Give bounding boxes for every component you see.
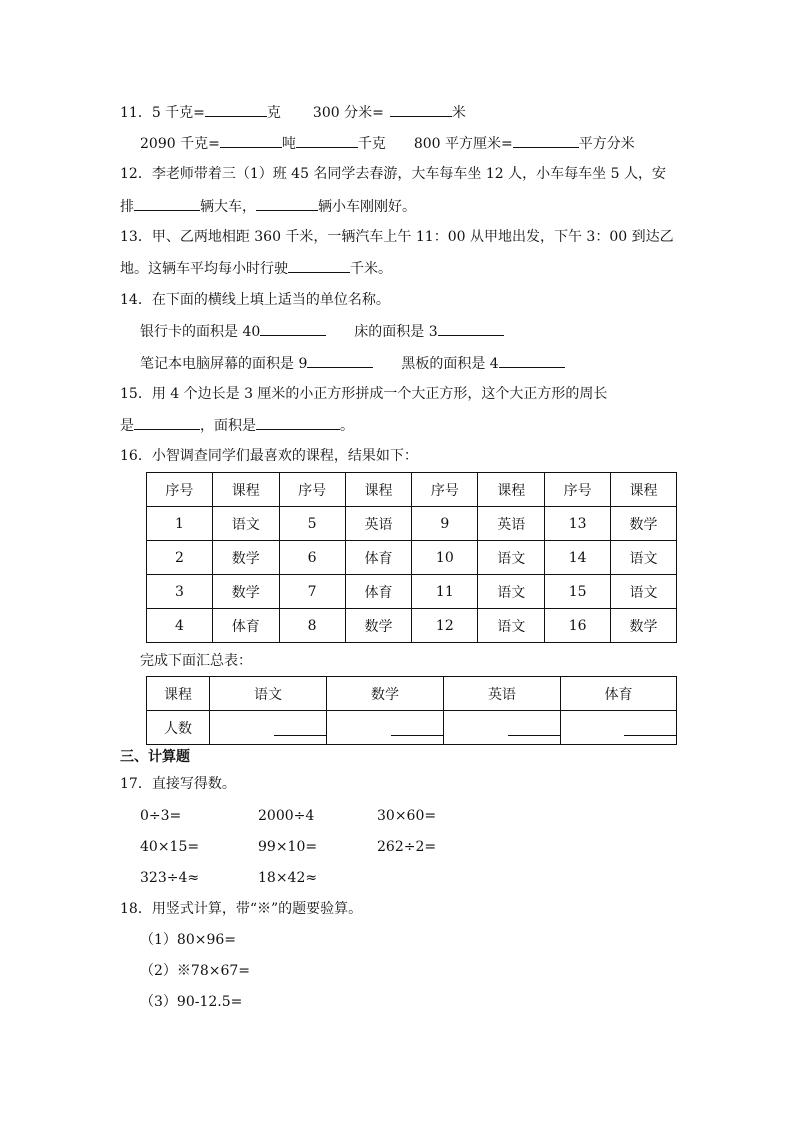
q11-line-1 [120, 102, 466, 123]
table-cell: 4 [147, 609, 213, 643]
table-cell: 语文 [478, 609, 545, 643]
q12-text: 辆大车， [200, 199, 256, 215]
survey-table [146, 472, 677, 643]
calc-item: 262÷2= [377, 839, 437, 855]
table-cell: 序号 [412, 473, 478, 507]
survey-header-row [147, 473, 677, 507]
table-cell: 14 [545, 541, 611, 575]
vertical-calc-item: （1）80×96= [140, 932, 236, 948]
calc-item: 30×60= [377, 808, 437, 824]
q13-line-1: 13．甲、乙两地相距 360 千米，一辆汽车上午 11：00 从甲地出发，下午 3：00 到达乙 [120, 229, 674, 245]
q11-unit: 吨 [281, 136, 296, 152]
table-cell: 体育 [345, 541, 412, 575]
table-cell: 语文 [611, 541, 677, 575]
answer-blank[interactable] [499, 353, 565, 368]
q12-text: 辆小车刚刚好。 [318, 199, 416, 215]
table-cell: 8 [279, 609, 345, 643]
table-cell: 数学 [611, 507, 677, 541]
vertical-calc-item: （3）90-12.5= [140, 994, 243, 1010]
table-cell: 课程 [212, 473, 279, 507]
answer-blank[interactable] [390, 102, 452, 117]
q12-line-2 [120, 196, 416, 217]
calc-item: 18×42≈ [258, 870, 318, 886]
q14-line-2 [140, 353, 565, 374]
q12-text: 排 [120, 199, 134, 215]
table-cell: 序号 [279, 473, 345, 507]
q17-title: 17．直接写得数。 [120, 776, 236, 792]
table-cell: 10 [412, 541, 478, 575]
summary-title: 完成下面汇总表： [140, 653, 252, 669]
q11-text: 300 分米= [312, 105, 384, 121]
calc-item: 99×10= [258, 839, 318, 855]
table-cell: 序号 [147, 473, 213, 507]
q11-unit: 克 [266, 105, 281, 121]
q12-line-1: 12．李老师带着三（1）班 45 名同学去春游，大车每车坐 12 人，小车每车坐 5 人，安 [120, 166, 666, 182]
q13-text: 地。这辆车平均每小时行驶 [120, 261, 288, 277]
q11-text: 11．5 千克= [120, 105, 205, 121]
answer-blank[interactable] [274, 719, 326, 736]
answer-blank[interactable] [307, 353, 373, 368]
table-cell: 15 [545, 575, 611, 609]
summary-row-label: 人数 [147, 711, 210, 745]
q13-text: 千米。 [350, 261, 392, 277]
q15-line-1: 15．用 4 个边长是 3 厘米的小正方形拼成一个大正方形，这个大正方形的周长 [120, 386, 608, 402]
table-cell: 课程 [345, 473, 412, 507]
table-cell: 11 [412, 575, 478, 609]
table-row [147, 541, 677, 575]
answer-blank[interactable] [134, 415, 200, 430]
answer-blank[interactable] [513, 133, 579, 148]
table-cell: 7 [279, 575, 345, 609]
q13-line-2 [120, 258, 392, 279]
answer-blank[interactable] [260, 321, 326, 336]
table-cell: 3 [147, 575, 213, 609]
section-title: 三、计算题 [120, 749, 190, 765]
vertical-calc-item: （2）※78×67= [140, 963, 250, 979]
answer-blank[interactable] [508, 719, 560, 736]
table-cell: 6 [279, 541, 345, 575]
summary-table [146, 676, 677, 745]
summary-header-cell: 数学 [326, 677, 443, 711]
summary-answer-cell[interactable] [209, 711, 326, 745]
summary-count-row [147, 711, 677, 745]
table-cell: 课程 [478, 473, 545, 507]
table-cell: 语文 [478, 541, 545, 575]
summary-header-row [147, 677, 677, 711]
answer-blank[interactable] [220, 133, 282, 148]
answer-blank[interactable] [296, 133, 358, 148]
answer-blank[interactable] [256, 415, 340, 430]
summary-header-cell: 体育 [560, 677, 676, 711]
table-row [147, 507, 677, 541]
summary-header-cell: 英语 [443, 677, 560, 711]
q16-title: 16．小智调查同学们最喜欢的课程，结果如下： [120, 448, 418, 464]
answer-blank[interactable] [438, 321, 504, 336]
q14-title: 14．在下面的横线上填上适当的单位名称。 [120, 292, 390, 308]
calc-item: 0÷3= [140, 808, 182, 824]
table-cell: 5 [279, 507, 345, 541]
table-cell: 数学 [212, 541, 279, 575]
q18-title: 18．用竖式计算，带“※”的题要验算。 [120, 901, 363, 917]
q11-unit: 千克 [357, 136, 386, 152]
calc-item: 40×15= [140, 839, 200, 855]
q15-text: 。 [340, 418, 354, 434]
summary-header-cell: 课程 [147, 677, 210, 711]
table-cell: 体育 [345, 575, 412, 609]
q11-unit: 平方分米 [578, 136, 635, 152]
q11-text: 2090 千克= [140, 136, 220, 152]
table-cell: 英语 [478, 507, 545, 541]
table-cell: 数学 [345, 609, 412, 643]
answer-blank[interactable] [288, 258, 350, 273]
q11-unit: 米 [451, 105, 466, 121]
answer-blank[interactable] [205, 102, 267, 117]
table-cell: 9 [412, 507, 478, 541]
calc-item: 323÷4≈ [140, 870, 200, 886]
table-cell: 英语 [345, 507, 412, 541]
q14-text: 床的面积是 3 [354, 324, 438, 340]
q11-text: 800 平方厘米= [413, 136, 513, 152]
summary-answer-cell[interactable] [560, 711, 676, 745]
q11-line-2 [140, 133, 635, 154]
table-cell: 语文 [212, 507, 279, 541]
table-cell: 课程 [611, 473, 677, 507]
answer-blank[interactable] [134, 196, 200, 211]
answer-blank[interactable] [624, 719, 676, 736]
table-cell: 数学 [212, 575, 279, 609]
table-cell: 语文 [478, 575, 545, 609]
calc-item: 2000÷4 [258, 808, 315, 824]
table-cell: 13 [545, 507, 611, 541]
summary-header-cell: 语文 [209, 677, 326, 711]
table-cell: 体育 [212, 609, 279, 643]
table-row [147, 575, 677, 609]
q15-text: 是 [120, 418, 134, 434]
table-cell: 序号 [545, 473, 611, 507]
summary-answer-cell[interactable] [326, 711, 443, 745]
table-row [147, 609, 677, 643]
q14-text: 银行卡的面积是 40 [140, 324, 261, 340]
table-cell: 12 [412, 609, 478, 643]
table-cell: 1 [147, 507, 213, 541]
q15-text: ，面积是 [200, 418, 256, 434]
answer-blank[interactable] [391, 719, 443, 736]
q14-line-1 [140, 321, 504, 342]
answer-blank[interactable] [256, 196, 318, 211]
table-cell: 数学 [611, 609, 677, 643]
q14-text: 黑板的面积是 4 [401, 356, 499, 372]
table-cell: 16 [545, 609, 611, 643]
table-cell: 2 [147, 541, 213, 575]
q15-line-2 [120, 415, 354, 436]
summary-answer-cell[interactable] [443, 711, 560, 745]
q14-text: 笔记本电脑屏幕的面积是 9 [140, 356, 308, 372]
table-cell: 语文 [611, 575, 677, 609]
